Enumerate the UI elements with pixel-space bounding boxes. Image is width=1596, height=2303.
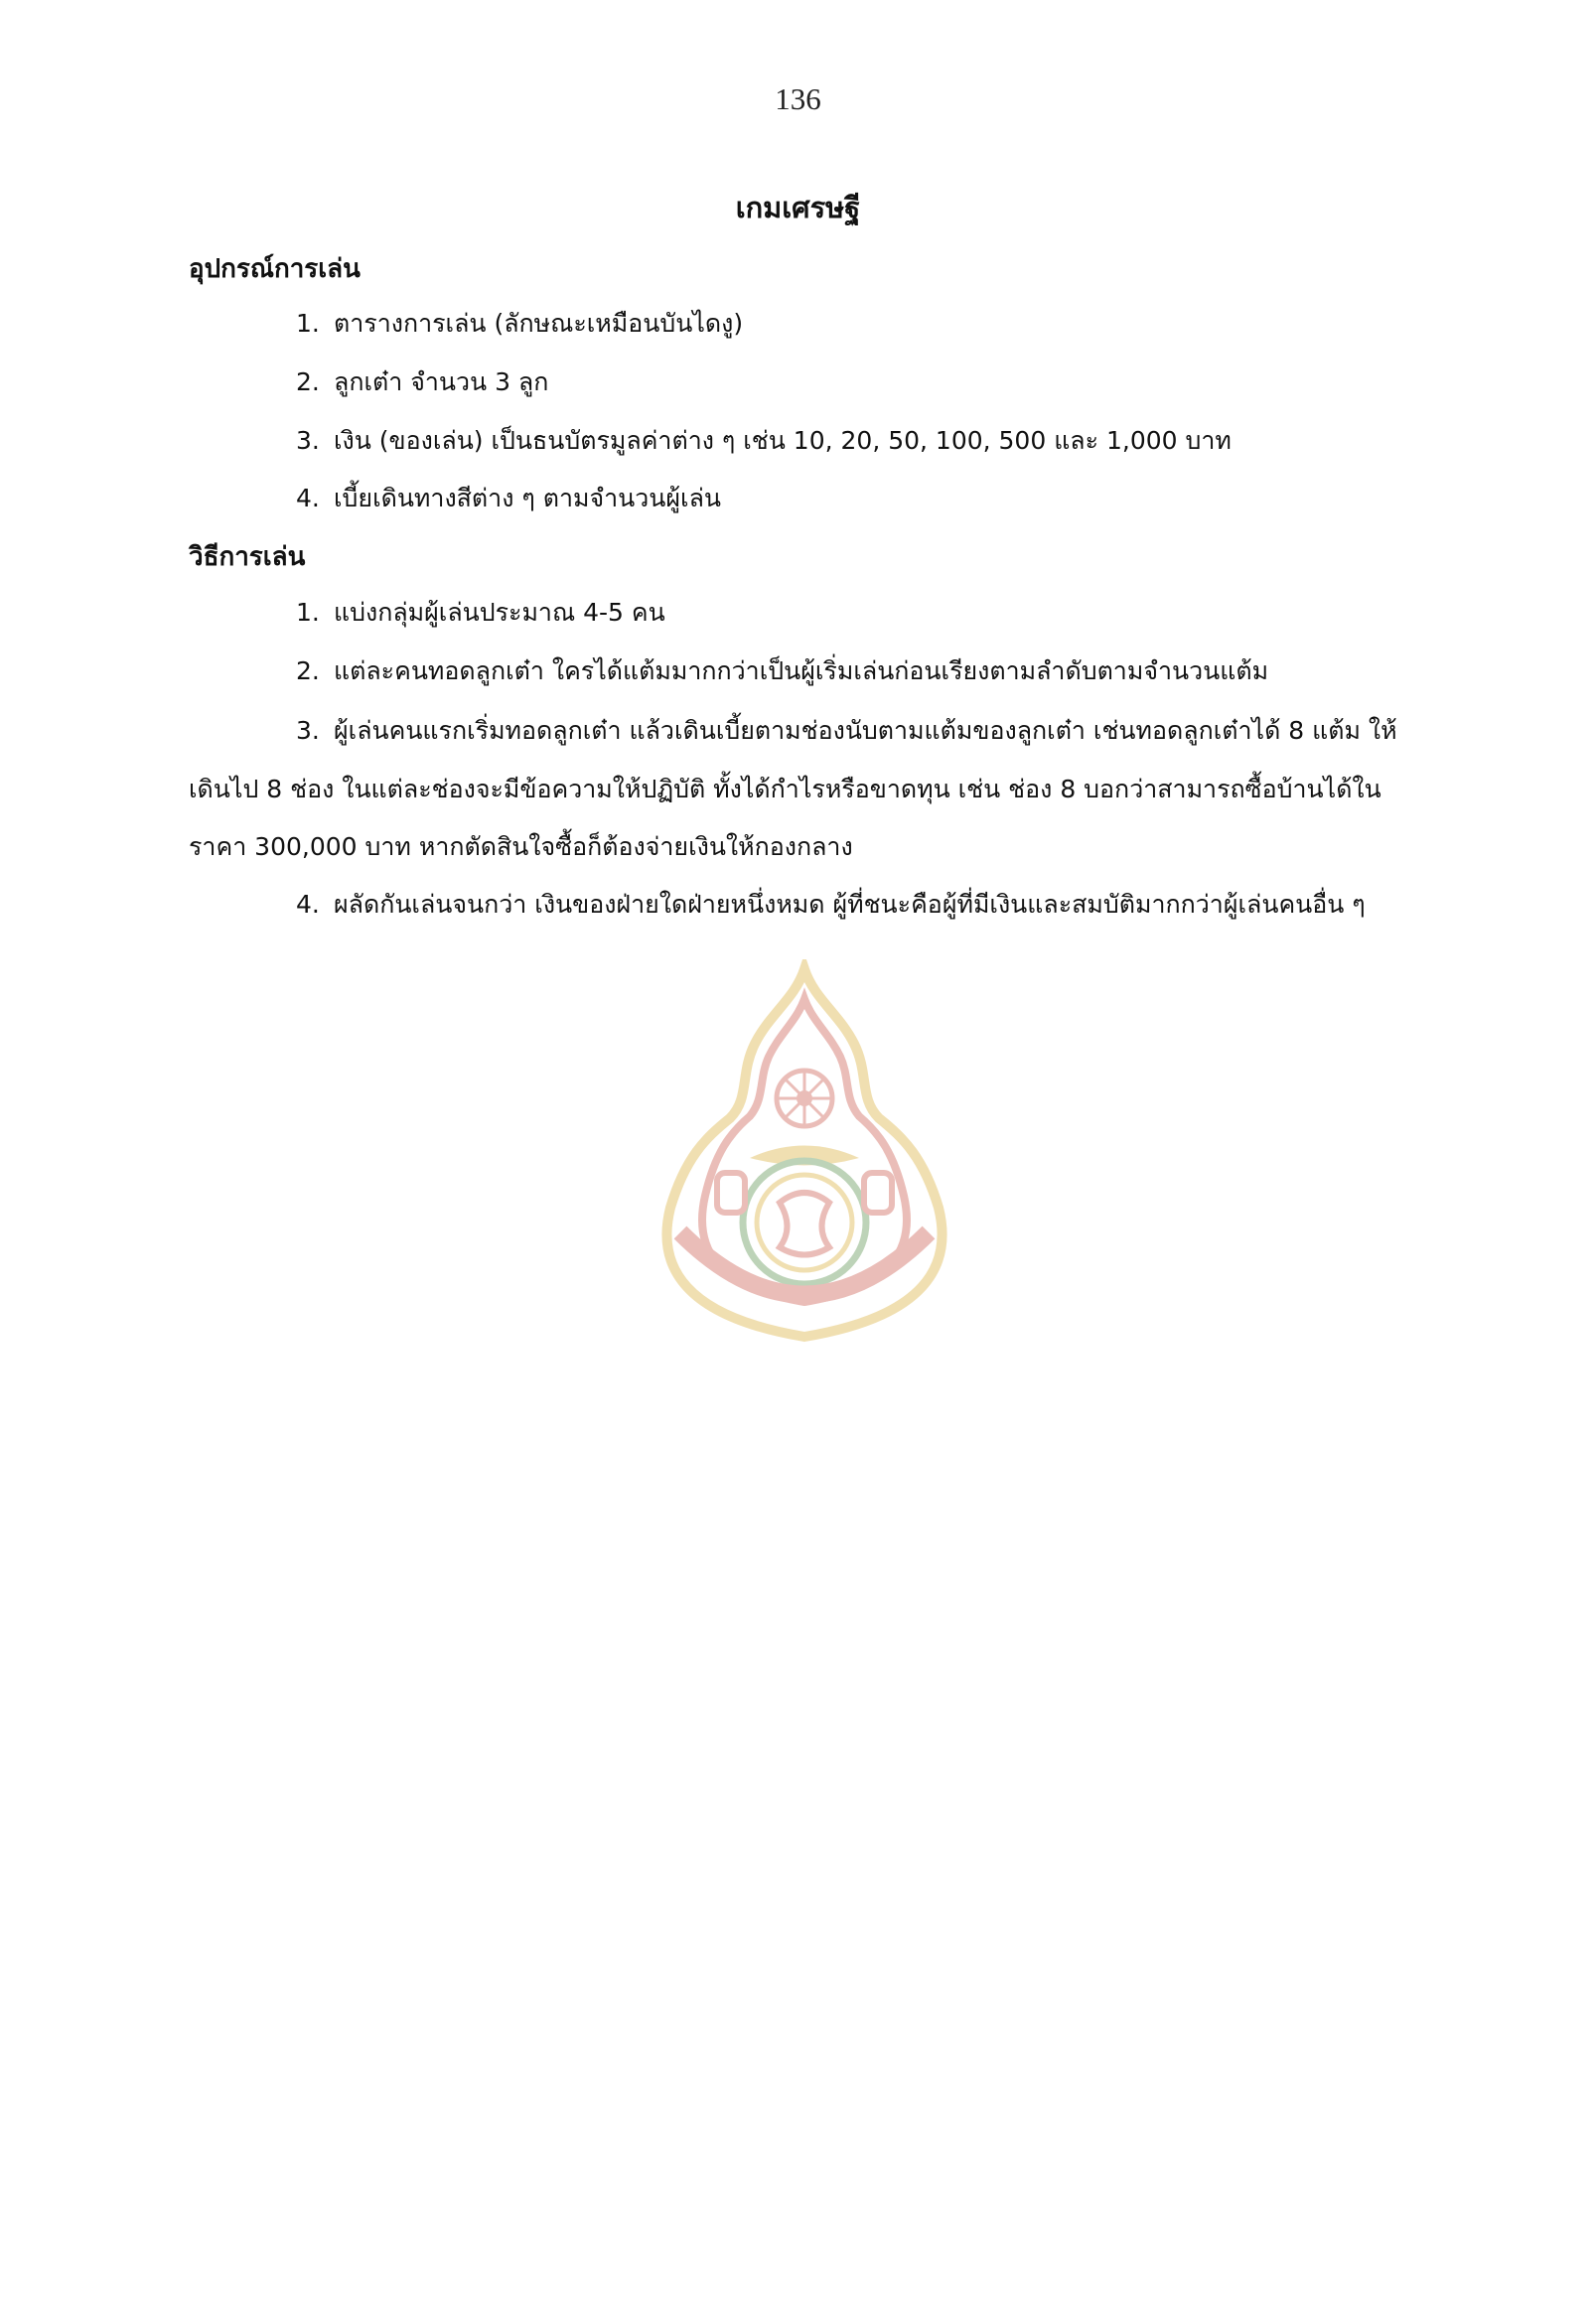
list-item [296,421,1232,461]
list-item-number: 1. [296,309,320,338]
list-item-text: ตารางการเล่น (ลักษณะเหมือนบันไดงู) [334,309,744,338]
list-item-text: ผลัดกันเล่นจนกว่า เงินของฝ่ายใดฝ่ายหนึ่งหมด ผู้ที่ชนะคือผู้ที่มีเงินและสมบัติมากกว่าผู้เล่นคนอื่น ๆ [334,890,1366,919]
list-item-number: 4. [296,890,320,919]
list-item-text: เงิน (ของเล่น) เป็นธนบัตรมูลค่าต่าง ๆ เช่น 10, 20, 50, 100, 500 และ 1,000 บาท [334,426,1232,455]
list-item-text: ลูกเต๋า จำนวน 3 ลูก [334,367,549,396]
page-number: 136 [775,81,821,116]
list-item-number: 4. [296,484,320,512]
list-item-number: 2. [296,367,320,396]
list-item-text: แต่ละคนทอดลูกเต๋า ใครได้แต้มมากกว่าเป็นผู้เริ่มเล่นก่อนเรียงตามลำดับตามจำนวนแต้ม [334,656,1269,685]
paragraph-continuation: ราคา 300,000 บาท หากตัดสินใจซื้อก็ต้องจ่ายเงินให้กองกลาง [189,832,853,861]
list-item [296,304,743,344]
list-item-number: 1. [296,598,320,627]
list-item-text: เบี้ยเดินทางสีต่าง ๆ ตามจำนวนผู้เล่น [334,484,721,512]
list-item [296,885,1366,925]
watermark-seal-icon [655,959,953,1347]
list-item [296,593,665,633]
paragraph-continuation: เดินไป 8 ช่อง ในแต่ละช่องจะมีข้อความให้ปฏิบัติ ทั้งได้กำไรหรือขาดทุน เช่น ช่อง 8 บอกว่าสามารถซื้อบ้านได้ใน [189,775,1381,803]
list-item-number: 3. [296,426,320,455]
list-item-text: ผู้เล่นคนแรกเริ่มทอดลูกเต๋า แล้วเดินเบี้ยตามช่องนับตามแต้มของลูกเต๋า เช่นทอดลูกเต๋าได้ 8 แต้ม ให้ [334,716,1397,745]
list-item [296,479,721,518]
section-heading-equipment: อุปกรณ์การเล่น [189,254,361,284]
list-item [296,362,548,402]
page-title: เกมเศรษฐี [735,191,861,224]
list-item [296,711,1397,751]
list-item [296,651,1268,691]
section-heading-method: วิธีการเล่น [189,542,306,572]
list-item-number: 2. [296,656,320,685]
list-item-text: แบ่งกลุ่มผู้เล่นประมาณ 4-5 คน [334,598,665,627]
list-item-number: 3. [296,716,320,745]
